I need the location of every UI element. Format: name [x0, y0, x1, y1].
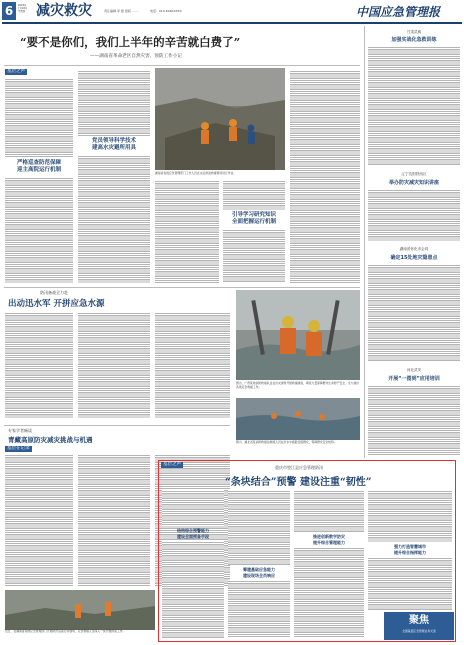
rescue-photo [236, 290, 360, 380]
sidebar-text-4 [368, 385, 460, 455]
editors: 责任编辑 李 强 组版 …… [104, 9, 138, 13]
hl-sub-3: 推进创新数字防灾 提升综合管理能力 [313, 534, 345, 545]
main-title: “要不是你们，我们上半年的辛苦就白费了” [20, 35, 241, 49]
flood-col3 [155, 312, 230, 418]
main-photo [155, 68, 285, 170]
divider-mid-left [4, 287, 360, 288]
corner-badge: 聚焦 [409, 615, 429, 626]
sidebar-tag-2: 辽宁沈阳铁西区 [401, 172, 427, 176]
water-photo-caption: 图为，湖北省某消防救援站救援人员在洪水中疏散受困群众，保障群众安全转移。 [236, 440, 337, 444]
col3-text [155, 180, 219, 283]
masthead: 中国应急管理报 [356, 5, 441, 19]
flood-col1 [5, 312, 73, 418]
hl-col3-top [294, 490, 364, 532]
highlight-title: “条块结合”预警 建设注重“韧性” [225, 477, 372, 488]
hl-col3-bottom [294, 547, 364, 638]
sidebar-text-3 [368, 264, 460, 362]
flood-col2 [78, 312, 150, 418]
col1-headline: 严格巡查防范保障 迎主高院运行机制 [16, 160, 61, 173]
flood-title: 出动迅水军 开拼应急水源 [8, 299, 105, 309]
page-meta: 2024年 7月18日 星期四 [18, 4, 28, 13]
left-lower-label: 专家学者畅谈 [8, 428, 32, 433]
sidebar-tag-3: 湖南省怀化市会同 [399, 247, 429, 251]
header-rule [2, 22, 462, 24]
col1-text-top [5, 78, 73, 158]
highlight-kicker: 重庆市垫江县应急管理防汛 [275, 465, 323, 470]
right-headline: 引导学习研究知识 全面把握运行机制 [231, 212, 276, 225]
sidebar-headline-1: 加强实战化急救训练 [391, 37, 437, 43]
bottom-photo-caption: 近日，在湖南省某地应急管理部门开展防汛巡查行动现场，应急救援人员深入一线开展排查工作。 [5, 629, 126, 633]
col2-text-bottom [78, 155, 150, 283]
section-title: 减灾救灾 [36, 3, 92, 19]
sidebar-text-2 [368, 189, 460, 241]
flood-headline: 防汛备战全力赴 [40, 290, 68, 295]
main-photo-caption: 湖南省各级应急管理部门工作人员在灾后排查救援现场进行作业。 [155, 171, 237, 175]
hl-col2-top [228, 490, 290, 565]
col4-text-bottom [223, 229, 285, 283]
hl-col1-top [162, 490, 224, 526]
divider-lower-left [4, 425, 230, 426]
hl-sub-4: 强力打造智慧城市 提升综合指挥能力 [394, 544, 426, 555]
left-lower-sublabel: 基层在记录 [7, 446, 30, 451]
col4-text-top [223, 180, 285, 210]
sidebar-text-1 [368, 46, 460, 166]
sidebar-divider [364, 26, 365, 458]
sidebar-headline-3: 确定15处地灾隐患点 [390, 255, 438, 261]
sidebar-headline-2: 举办防灾减灾知识讲座 [388, 180, 439, 186]
sidebar-tag-1: 甘肃武威 [406, 30, 422, 34]
left-lower-title: 青藏高原防灾减灾挑战与机遇 [8, 436, 93, 444]
col5-text [290, 70, 360, 283]
hl-sub-2: 筹建基础应急能力 建设现场全员响应 [243, 567, 275, 578]
main-subtitle: ——湖南省革命老区自然灾害、预防工作小记 [90, 54, 182, 59]
phone: 电话：010-6440XXXX [150, 9, 182, 13]
left-lower-col1 [5, 454, 73, 587]
sidebar-headline-4: 开展“一图到”应用培训 [388, 376, 440, 382]
col2-text-top [78, 70, 150, 136]
page-number: 6 [4, 4, 14, 18]
highlight-label: 基层之声 [163, 462, 181, 467]
water-photo [236, 398, 360, 440]
hl-col2-bottom [228, 580, 290, 638]
rescue-photo-caption: 图为，广西某地消防救援队伍在洪灾现场开展救援演练，调派力量保障群众生命财产安全，全力做好各项应急救援工作。 [236, 381, 360, 389]
hl-sub-1: 结构综合预警能力 建设全面预备手段 [177, 528, 209, 539]
sidebar-tag-4: 河北武安 [406, 368, 422, 372]
col1-text-bottom [5, 177, 73, 283]
hl-col4-bottom [368, 557, 452, 610]
bottom-photo [5, 590, 155, 630]
mid-headline: 党员领导科学技术 建高水灾避所用具 [91, 138, 136, 151]
col1-label: 基层之声 [7, 69, 25, 74]
corner-note: 全国基层应急管理业务交流 [402, 629, 436, 633]
main-title-rule [4, 65, 360, 66]
left-lower-col2 [78, 454, 150, 587]
hl-col1-bottom [162, 541, 224, 638]
hl-col4-top [368, 490, 452, 542]
